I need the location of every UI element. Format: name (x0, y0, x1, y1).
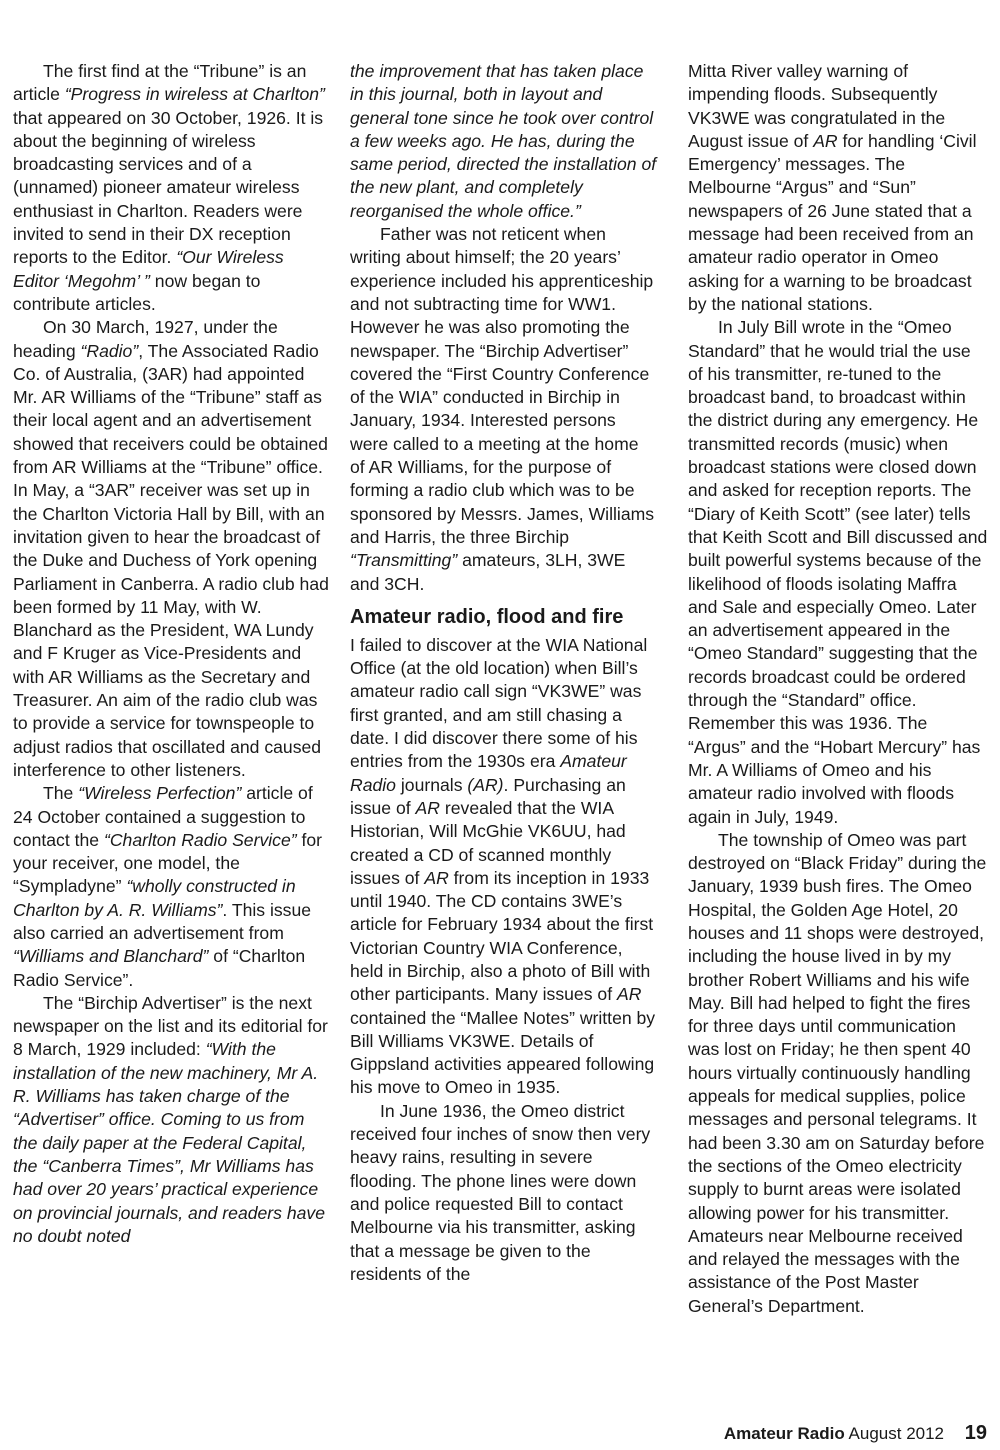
text: On 30 March, 1927, under the heading (13, 317, 278, 361)
issue-date: August 2012 (848, 1424, 945, 1443)
text: amateurs, 3LH, 3WE and 3CH. (350, 550, 626, 594)
article-column-1 (13, 60, 329, 1248)
paragraph: In July Bill wrote in the “Omeo Standard” that he would trial the use of his transmitter, re-tuned to the broadcast band, to broadcast within the district during any emergency. He transmitted records (music) when broadcast stations were closed down and asked for reception reports. The “Diary of Keith Scott” (see later) tells that Keith Scott and Bill discussed and built powerful systems because of the likelihood of floods isolating Maffra and Sale and especially Omeo. Later an advertisement appeared in the “Omeo Standard” suggesting that the records broadcast could be ordered through the “Standard” office. Remember this was 1936. The “Argus” and the “Hobart Mercury” has Mr. A Williams of Omeo and his amateur radio involved with floods again in July, 1949. (688, 317, 988, 827)
italic-text: AR (616, 984, 642, 1005)
paragraph (13, 992, 329, 1248)
text: I failed to discover at the WIA National Office (at the old location) when Bill’s amateur radio call sign “VK3WE” was first granted, and am still chasing a date. I did discover there some of his entries from the 1930s era (350, 634, 648, 772)
paragraph (688, 60, 988, 316)
paragraph (13, 60, 329, 316)
paragraph (350, 634, 658, 1100)
magazine-title: Amateur Radio (723, 1424, 845, 1443)
italic-text: “Our Wireless Editor ‘Megohm’ ” (13, 247, 284, 291)
paragraph: The township of Omeo was part destroyed on “Black Friday” during the January, 1939 bush fires. The Omeo Hospital, the Golden Age Hotel, 20 houses and 11 shops were destroyed, including the house lived in by my brother Robert Williams and his wife May. Bill had helped to fight the fires for three days until communication was lost on Friday; he then spent 40 hours virtually continuously handling appeals for medical supplies, police messages and personal telegrams. It had been 3.30 am on Saturday before the sections of the Omeo electricity supply to burnt areas were isolated allowing power for his transmitter. Amateurs near Melbourne received and relayed the messages with the assistance of the Post Master General’s Department. (688, 829, 987, 1316)
paragraph: In June 1936, the Omeo district received four inches of snow then very heavy rains, resulting in severe flooding. The phone lines were down and police requested Bill to contact Melbourne via his transmitter, asking that a message be given to the residents of the (350, 1100, 651, 1284)
italic-text: (AR) (467, 774, 504, 795)
text: that appeared on 30 October, 1926. It is about the beginning of wireless broadcasting services and of a (unnamed) pioneer amateur wireless enthusiast in Charlton. Readers were invited to send in their DX reception reports to the Editor. (13, 107, 324, 268)
text: The (43, 783, 79, 804)
article-column-2 (350, 60, 658, 1286)
italic-text: “wholly constructed in Charlton by A. R. Williams” (13, 876, 296, 920)
text: for handling ‘Civil Emergency’ messages. The Melbourne “Argus” and “Sun” newspapers of 26 June stated that a message had been received from an amateur radio operator in Omeo asking for a warning to be broadcast by the national stations. (688, 130, 977, 314)
text: revealed that the WIA Historian, Will McGhie VK6UU, had created a CD of scanned monthly issues of (350, 797, 626, 888)
paragraph: the improvement that has taken place in this journal, both in layout and general tone since he took over control a few weeks ago. He has, during the same period, directed the installation of the new plant, and completely reorganised the whole office.” (350, 61, 657, 221)
italic-text: “With the installation of the new machinery, Mr A. R. Williams has taken charge of the “Advertiser” office. Coming to us from the daily paper at the Federal Capital, the “Canberra Times”, Mr Williams has had over 20 years’ practical experience on provincial journals, and readers have no doubt noted (13, 1039, 325, 1246)
text: of “Charlton Radio Service”. (13, 946, 306, 990)
paragraph (350, 223, 658, 596)
italic-text: AR (415, 797, 440, 818)
italic-text: AR (813, 130, 838, 151)
text: journals (395, 774, 468, 795)
text: for your receiver, one model, the “Sympladyne” (13, 829, 323, 897)
italic-text: “Charlton Radio Service” (103, 829, 297, 850)
text: The first find at the “Tribune” is an article (13, 61, 307, 105)
page-footer (724, 1422, 987, 1445)
article-column-3 (688, 60, 988, 1318)
page-number: 19 (964, 1422, 987, 1444)
text: , The Associated Radio Co. of Australia, (3AR) had appointed Mr. AR Williams of the “Tribune” staff as their local agent and an advertisement showed that receivers could be obtained from AR Williams at the “Tribune” office. In May, a “3AR” receiver was set up in the Charlton Victoria Hall by Bill, with an invitation given to hear the broadcast of the Duke and Duchess of York opening Parliament in Canberra. A radio club had been formed by 11 May, with W. Blanchard as the President, WA Lundy and F Kruger as Vice-Presidents and with AR Williams as the Secretary and Treasurer. An aim of the radio club was to provide a service for townspeople to adjust radios that oscillated and caused interference to other listeners. (13, 340, 329, 780)
text: . Purchasing an issue of (350, 774, 626, 818)
text: Mitta River valley warning of impending floods. Subsequently VK3WE was congratulated in the August issue of (688, 61, 946, 151)
section-heading: Amateur radio, flood and fire (350, 605, 624, 628)
text: from its inception in 1933 until 1940. The CD contains 3WE’s article for February 1934 about the first Victorian Country WIA Conference, held in Birchip, also a photo of Bill with other participants. Many issues of (350, 867, 654, 1005)
text: contained the “Mallee Notes” written by Bill Williams VK3WE. Details of Gippsland activities appeared following his move to Omeo in 1935. (350, 1007, 656, 1098)
italic-text: “Transmitting” (350, 550, 458, 571)
paragraph (13, 782, 329, 992)
text: . This issue also carried an advertisement from (13, 899, 312, 943)
text: now began to contribute articles. (13, 270, 261, 314)
paragraph (13, 316, 329, 782)
italic-text: “Williams and Blanchard” (13, 946, 209, 967)
italic-text: Amateur Radio (350, 751, 627, 795)
text: The “Birchip Advertiser” is the next newspaper on the list and its editorial for 8 March, 1929 included: (13, 992, 328, 1060)
italic-text: AR (424, 867, 449, 888)
text: article of 24 October contained a suggestion to contact the (13, 783, 313, 850)
italic-text: “Wireless Perfection” (78, 783, 242, 804)
text: Father was not reticent when writing about himself; the 20 years’ experience included his apprenticeship and not subtracting time for WW1. However he was also promoting the newspaper. The “Birchip Advertiser” covered the “First Country Conference of the WIA” conducted in Birchip in January, 1934. Interested persons were called to a meeting at the home of AR Williams, for the purpose of forming a radio club which was to be sponsored by Messrs. James, Williams and Harris, the three Birchip (350, 224, 655, 547)
italic-text: “Radio” (80, 340, 139, 361)
italic-text: “Progress in wireless at Charlton” (64, 84, 325, 105)
